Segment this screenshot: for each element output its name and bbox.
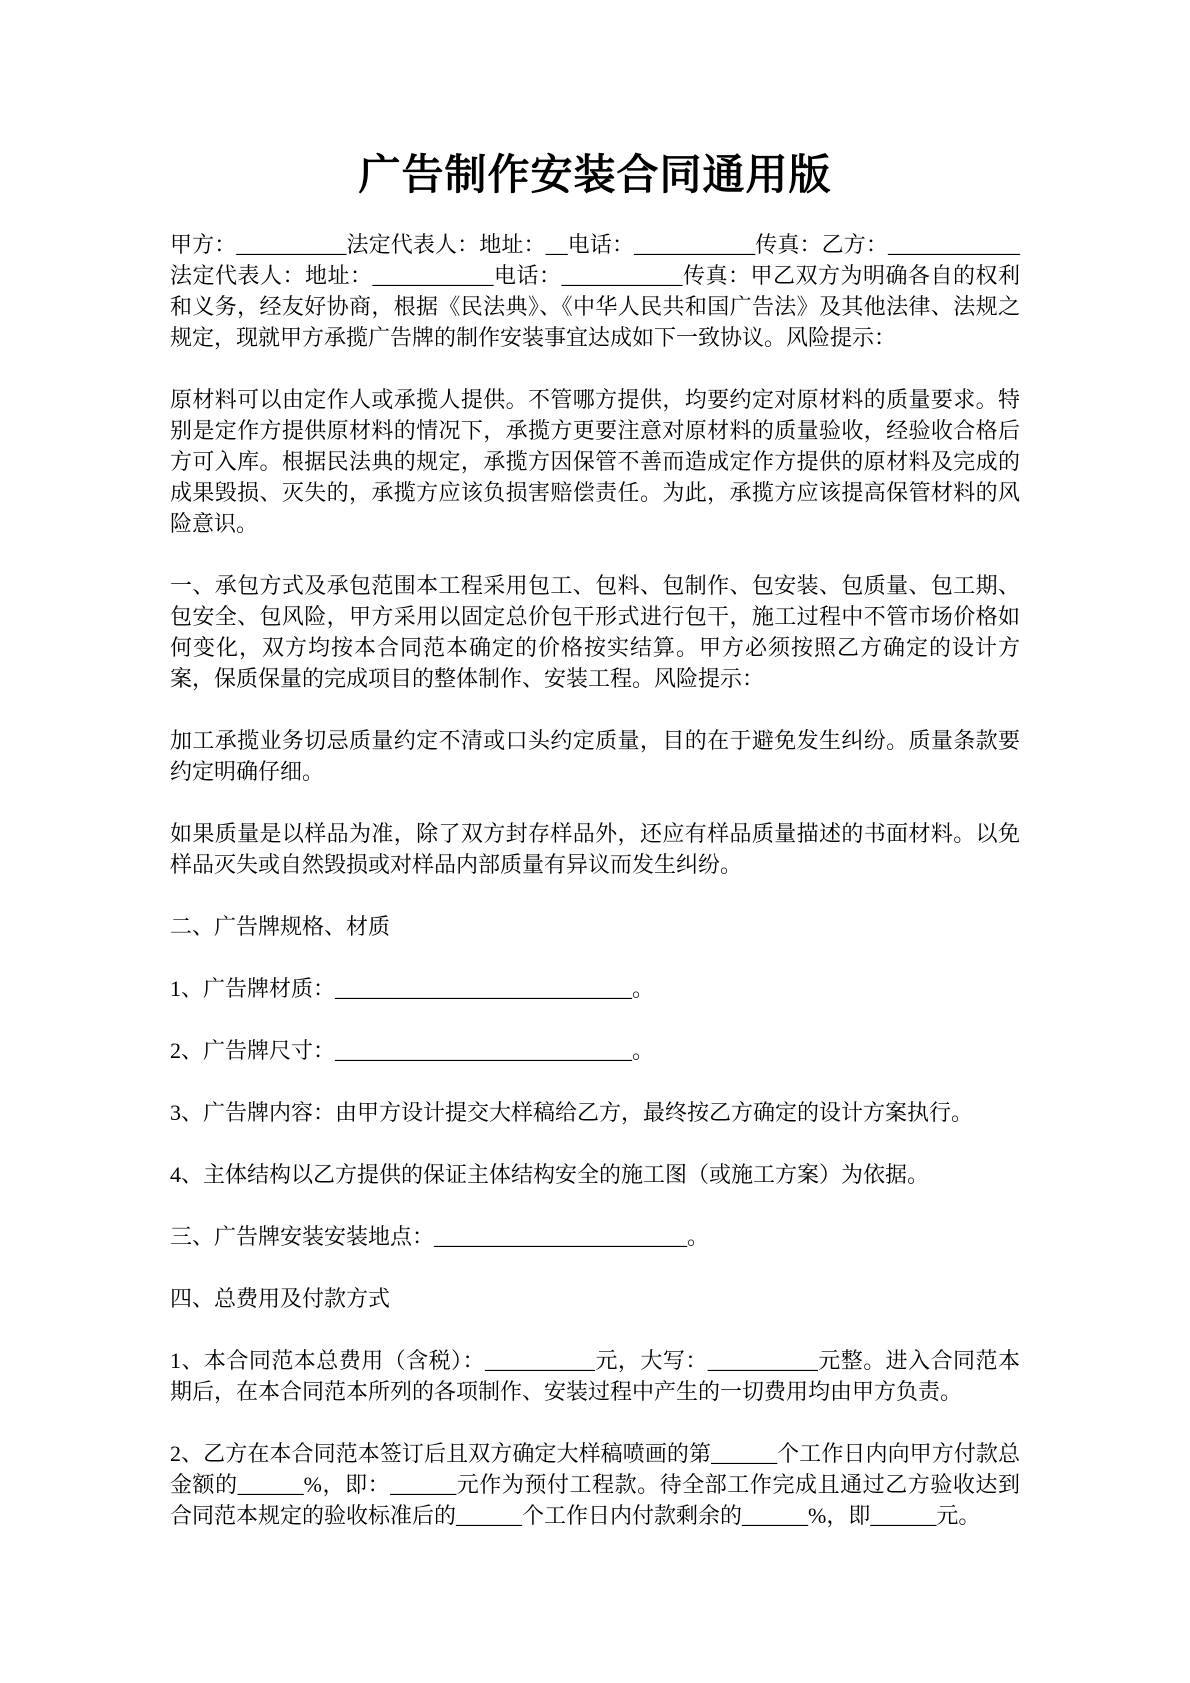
item-1-total-fee: 1、本合同范本总费用（含税）：__________元，大写：__________元整。进入合同范本期后，在本合同范本所列的各项制作、安装过程中产生的一切费用均由甲方负责。 (170, 1347, 1020, 1404)
section-4-heading-fees-payment: 四、总费用及付款方式 (170, 1285, 391, 1311)
item-4-main-structure: 4、主体结构以乙方提供的保证主体结构安全的施工图（或施工方案）为依据。 (170, 1161, 930, 1187)
intro-parties-paragraph: 甲方：__________法定代表人：地址：__电话：___________传真：乙方：____________法定代表人：地址：___________电话：___________传真：甲乙双方为明确各自的权利和义务，经友好协商，根据《民法典》、《中华人民共和国广告法》及其他法律、法规之规定，现就甲方承揽广告牌的制作安装事宜达成如下一致协议。风险提示： (170, 231, 1020, 350)
item-2-billboard-size: 2、广告牌尺寸：___________________________。 (170, 1037, 655, 1063)
section-2-heading-spec-material: 二、广告牌规格、材质 (170, 913, 391, 939)
section-3-install-location: 三、广告牌安装安装地点：_______________________。 (170, 1223, 710, 1249)
item-2-payment-terms: 2、乙方在本合同范本签订后且双方确定大样稿喷画的第______个工作日内向甲方付款总金额的______%，即：______元作为预付工程款。待全部工作完成且通过乙方验收达到合同范本规定的验收标准后的______个工作日内付款剩余的______%，即______元。 (170, 1440, 1020, 1528)
page-title: 广告制作安装合同通用版 (358, 153, 832, 199)
risk-note-quality-terms: 加工承揽业务切忌质量约定不清或口头约定质量，目的在于避免发生纠纷。质量条款要约定明确仔细。 (170, 727, 1020, 784)
item-3-billboard-content: 3、广告牌内容：由甲方设计提交大样稿给乙方，最终按乙方确定的设计方案执行。 (170, 1099, 974, 1125)
risk-note-raw-materials: 原材料可以由定作人或承揽人提供。不管哪方提供，均要约定对原材料的质量要求。特别是定作方提供原材料的情况下，承揽方更要注意对原材料的质量验收，经验收合格后方可入库。根据民法典的规定，承揽方因保管不善而造成定作方提供的原材料及完成的成果毁损、灭失的，承揽方应该负损害赔偿责任。为此，承揽方应该提高保管材料的风险意识。 (170, 386, 1020, 536)
risk-note-sample-standard: 如果质量是以样品为准，除了双方封存样品外，还应有样品质量描述的书面材料。以免样品灭失或自然毁损或对样品内部质量有异议而发生纠纷。 (170, 820, 1020, 877)
section-1-contracting-method: 一、承包方式及承包范围本工程采用包工、包料、包制作、包安装、包质量、包工期、包安全、包风险，甲方采用以固定总价包干形式进行包干，施工过程中不管市场价格如何变化，双方均按本合同范本确定的价格按实结算。甲方必须按照乙方确定的设计方案，保质保量的完成项目的整体制作、安装工程。风险提示： (170, 572, 1020, 691)
item-1-billboard-material: 1、广告牌材质：___________________________。 (170, 975, 655, 1001)
